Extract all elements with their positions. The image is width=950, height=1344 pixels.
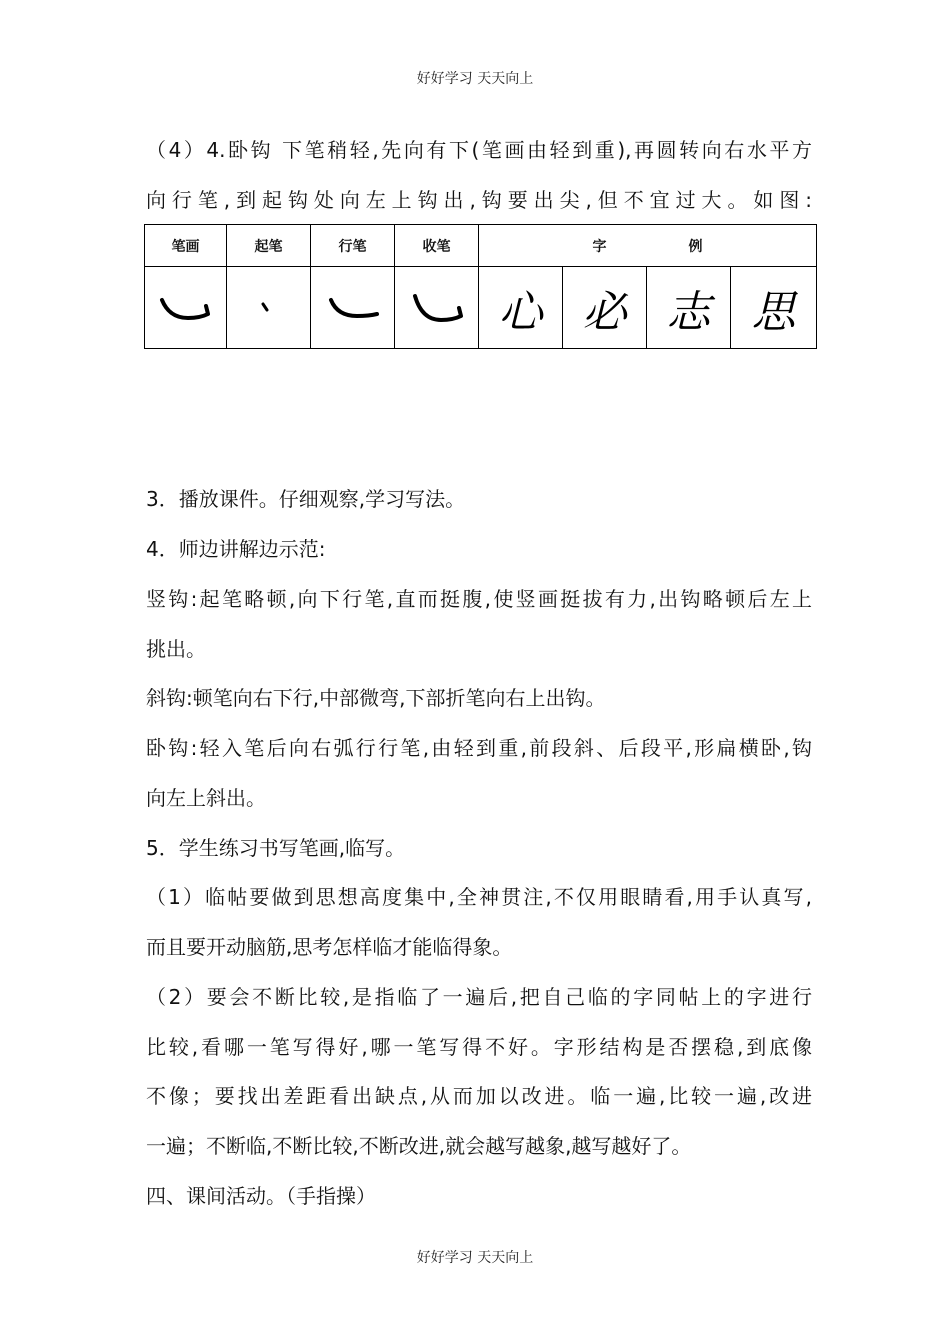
paragraph-slant-hook: 斜钩:顿笔向右下行,中部微弯,下部折笔向右上出钩。: [146, 686, 606, 710]
header-finish: 收笔: [395, 225, 479, 267]
example-char-1: 心: [479, 267, 563, 349]
example-char-4: 思: [731, 267, 817, 349]
cell-stroke: [145, 267, 227, 349]
table-row: [145, 267, 817, 349]
header-example-char-1: 字: [592, 238, 607, 255]
header-example: [479, 225, 817, 267]
paragraph-vertical-hook-2: 挑出。: [146, 637, 206, 661]
example-char-3: 志: [647, 267, 731, 349]
header-stroke: 笔画: [145, 225, 227, 267]
paragraph-3: 3．播放课件。仔细观察,学习写法。: [146, 487, 466, 511]
paragraph-vertical-hook-1: 竖钩:起笔略顿,向下行笔,直而挺腹,使竖画挺拔有力,出钩略顿后左上: [146, 587, 812, 611]
paragraph-lying-hook-2: 向左上斜出。: [146, 786, 266, 810]
paragraph-activity: 四、课间活动。（手指操）: [146, 1184, 376, 1208]
paragraph-practice-2d: 一遍；不断临,不断比较,不断改进,就会越写越象,越写越好了。: [146, 1134, 692, 1158]
paragraph-practice-1a: （1）临帖要做到思想高度集中,全神贯注,不仅用眼睛看,用手认真写,: [146, 885, 812, 909]
page-header: 好好学习 天天向上: [416, 71, 534, 87]
paragraph-lying-hook-1: 卧钩:轻入笔后向右弧行行笔,由轻到重,前段斜、后段平,形扁横卧,钩: [146, 736, 812, 760]
intro-line-2: 向行笔,到起钩处向左上钩出,钩要出尖,但不宜过大。如图:: [146, 188, 812, 212]
paragraph-practice-2a: （2）要会不断比较,是指临了一遍后,把自己临的字同帖上的字进行: [146, 985, 812, 1009]
paragraph-5: 5．学生练习书写笔画,临写。: [146, 836, 406, 860]
header-start: 起笔: [227, 225, 311, 267]
cell-start: [227, 267, 311, 349]
wogou-stroke-icon: [156, 288, 216, 328]
header-example-char-2: 例: [688, 238, 703, 255]
example-char-2: 必: [563, 267, 647, 349]
stroke-table: [144, 224, 817, 349]
table-header-row: [145, 225, 817, 267]
travel-stroke-icon: [323, 288, 383, 328]
header-travel: 行笔: [311, 225, 395, 267]
paragraph-practice-2b: 比较,看哪一笔写得好,哪一笔写得不好。字形结构是否摆稳,到底像: [146, 1035, 812, 1059]
paragraph-practice-1b: 而且要开动脑筋,思考怎样临才能临得象。: [146, 935, 513, 959]
intro-line-1: （4）4.卧钩 下笔稍轻,先向有下(笔画由轻到重),再圆转向右水平方: [146, 138, 812, 162]
dot-start-icon: [239, 288, 299, 328]
finish-stroke-icon: [407, 288, 467, 328]
page-footer: 好好学习 天天向上: [416, 1250, 534, 1266]
cell-travel: [311, 267, 395, 349]
cell-finish: [395, 267, 479, 349]
paragraph-practice-2c: 不像；要找出差距看出缺点,从而加以改进。临一遍,比较一遍,改进: [146, 1084, 812, 1108]
paragraph-4: 4．师边讲解边示范:: [146, 537, 326, 561]
